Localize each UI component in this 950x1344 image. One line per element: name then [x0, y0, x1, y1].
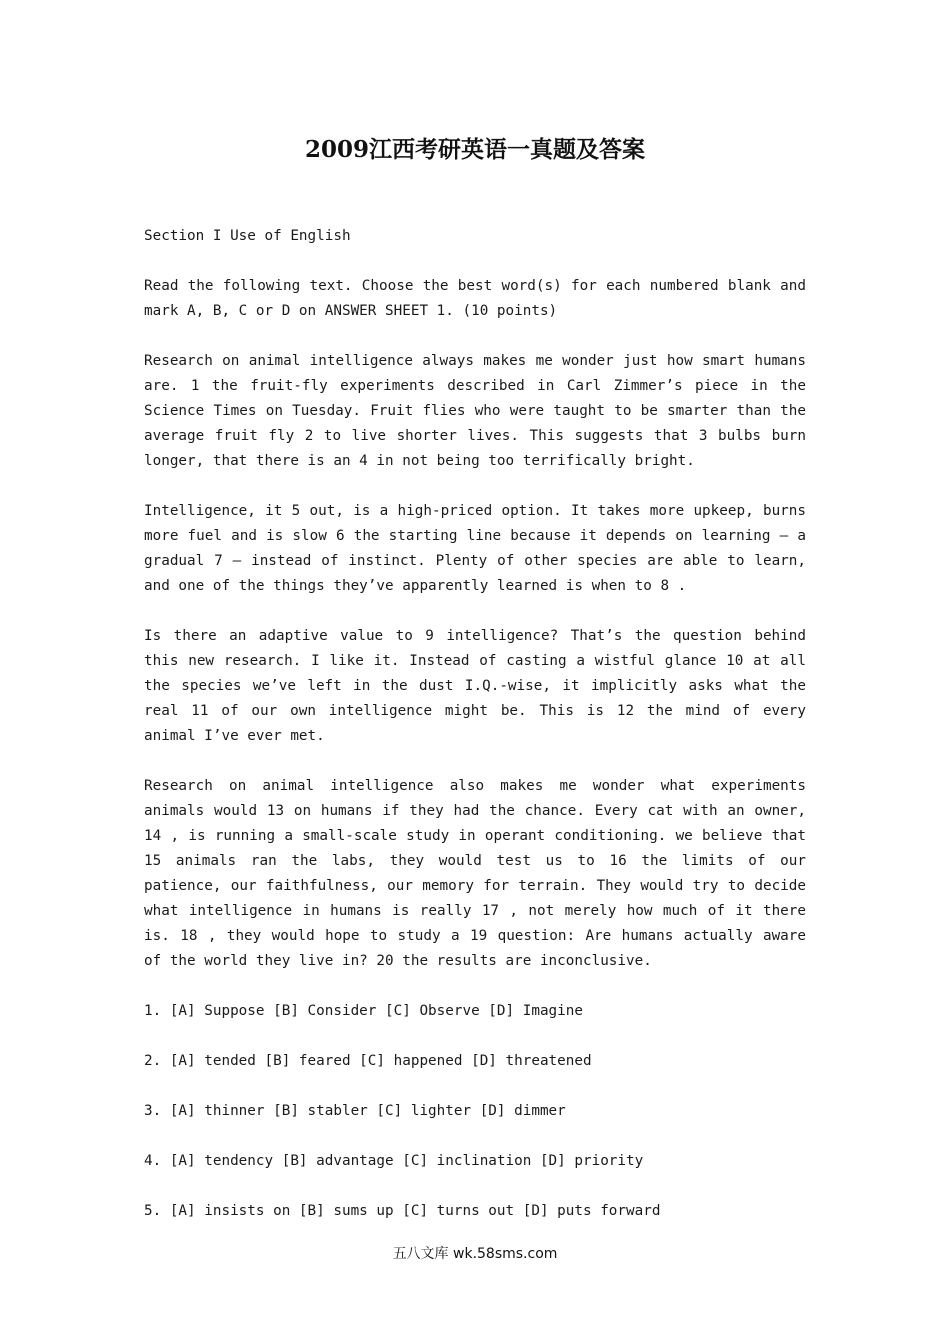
question-option-4: 4. [A] tendency [B] advantage [C] inclination [D] priority — [144, 1153, 644, 1169]
instructions-paragraph: Read the following text. Choose the best word(s) for each numbered blank and mark A, B, C or D on ANSWER SHEET 1. (10 points) — [144, 278, 806, 319]
question-option-3: 3. [A] thinner [B] stabler [C] lighter [D] dimmer — [144, 1103, 566, 1119]
question-option-1: 1. [A] Suppose [B] Consider [C] Observe [D] Imagine — [144, 1003, 583, 1019]
section-heading: Section I Use of English — [144, 228, 351, 244]
page-title: 2009江西考研英语一真题及答案 — [304, 136, 645, 163]
passage-paragraph-4: Research on animal intelligence also makes me wonder what experiments animals would 13 on humans if they had the chance. Every cat with an owner, 14 , is running a small-scale study in operant conditioning. we believe that 15 animals ran the labs, they would test us to 16 the limits of our patience, our faithfulness, our memory for terrain. They would try to decide what intelligence in humans is really 17 , not merely how much of it there is. 18 , they would hope to study a 19 question: Are humans actually aware of the world they live in? 20 the results are inconclusive. — [144, 778, 806, 969]
question-option-5: 5. [A] insists on [B] sums up [C] turns out [D] puts forward — [144, 1203, 661, 1219]
document-body — [144, 224, 806, 1249]
question-option-2: 2. [A] tended [B] feared [C] happened [D] threatened — [144, 1053, 592, 1069]
passage-paragraph-3: Is there an adaptive value to 9 intelligence? That’s the question behind this new research. I like it. Instead of casting a wistful glance 10 at all the species we’ve left in the dust I.Q.-wise, it implicitly asks what the real 11 of our own intelligence might be. This is 12 the mind of every animal I’ve ever met. — [144, 628, 806, 744]
passage-paragraph-1: Research on animal intelligence always makes me wonder just how smart humans are. 1 the fruit-fly experiments described in Carl Zimmer’s piece in the Science Times on Tuesday. Fruit flies who were taught to be smarter than the average fruit fly 2 to live shorter lives. This suggests that 3 bulbs burn longer, that there is an 4 in not being too terrifically bright. — [144, 353, 806, 469]
footer-watermark: 五八文库 wk.58sms.com — [392, 1246, 558, 1262]
passage-paragraph-2: Intelligence, it 5 out, is a high-priced option. It takes more upkeep, burns more fuel and is slow 6 the starting line because it depends on learning — a gradual 7 — instead of instinct. Plenty of other species are able to learn, and one of the things they’ve apparently learned is when to 8 . — [144, 503, 806, 594]
